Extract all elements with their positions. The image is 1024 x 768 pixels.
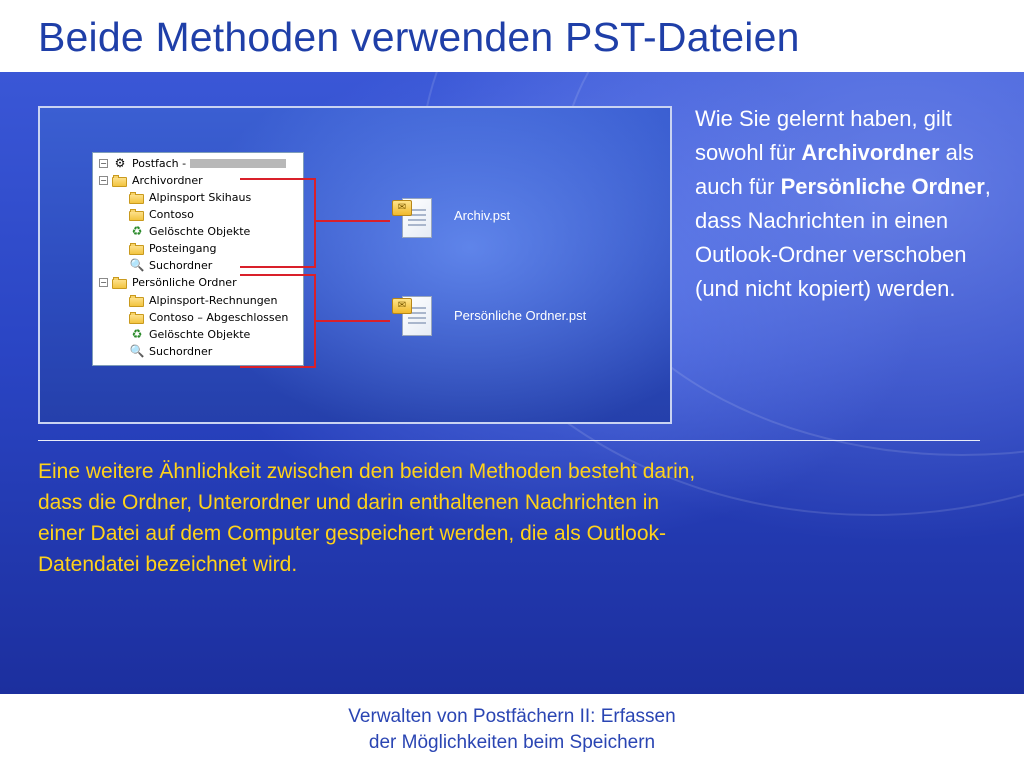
- tree-item-label: Postfach -: [132, 156, 187, 170]
- collapse-icon[interactable]: −: [100, 175, 107, 185]
- tree-item-archive-child[interactable]: [129, 240, 217, 256]
- tree-item-label: Persönliche Ordner: [132, 275, 237, 289]
- personal-pst-label: Persönliche Ordner.pst: [454, 308, 587, 323]
- folder-icon: [129, 191, 145, 204]
- similarity-note: Eine weitere Ähnlichkeit zwischen den beiden Methoden besteht darin, dass die Ordner, Unterordner und darin enthaltenen Nachrichten in einer Datei auf dem Computer gespeichert werden, die als Outlook-Datendatei bezeichnet wird.: [38, 460, 696, 576]
- footer-line: der Möglichkeiten beim Speichern: [368, 732, 656, 753]
- redacted-name: [190, 159, 286, 168]
- connector-line: [240, 266, 316, 268]
- tree-item-personal[interactable]: [99, 274, 237, 290]
- tree-item-label: Gelöschte Objekte: [149, 224, 251, 238]
- archive-term: Archivordner: [801, 140, 940, 165]
- tree-item-label: Suchordner: [149, 344, 213, 358]
- collapse-icon[interactable]: −: [100, 158, 107, 168]
- search-folder-icon: 🔍: [129, 343, 145, 358]
- explanation-part: als auch für: [695, 140, 974, 199]
- personal-folder-icon: [112, 276, 128, 289]
- collapse-icon[interactable]: −: [100, 277, 107, 287]
- folder-tree-pane: [92, 152, 304, 366]
- tree-item-label: Posteingang: [149, 241, 217, 255]
- tree-item-archive-child[interactable]: [129, 257, 212, 273]
- tree-item-label: Gelöschte Objekte: [149, 327, 251, 341]
- tree-item-label: Contoso – Abgeschlossen: [149, 310, 289, 324]
- tree-item-label: Alpinsport Skihaus: [149, 190, 252, 204]
- tree-item-personal-child[interactable]: [129, 309, 288, 325]
- mailbox-icon: ⚙: [114, 155, 126, 170]
- explanation-part: , dass Nachrichten in einen Outlook-Ordner verschoben (und nicht kopiert) werden.: [695, 174, 991, 301]
- slide-footer: [0, 704, 1024, 756]
- tree-item-label: Suchordner: [149, 258, 213, 272]
- connector-line: [240, 366, 316, 368]
- tree-item-personal-child[interactable]: [129, 326, 250, 342]
- connector-line: [314, 178, 316, 268]
- search-folder-icon: 🔍: [129, 257, 145, 272]
- tree-item-archive-child[interactable]: [129, 206, 194, 222]
- connector-line: [314, 320, 390, 322]
- tree-item-label: Archivordner: [132, 173, 203, 187]
- folder-icon: [129, 294, 145, 307]
- folder-icon: [129, 208, 145, 221]
- pst-file-icon: ✉: [392, 196, 436, 244]
- connector-line: [314, 220, 390, 222]
- tree-item-label: Alpinsport-Rechnungen: [149, 293, 278, 307]
- archive-pst-label: Archiv.pst: [454, 208, 511, 223]
- personal-folders-term: Persönliche Ordner: [780, 174, 985, 199]
- outlook-screenshot: [38, 106, 672, 424]
- tree-item-mailbox[interactable]: [99, 155, 286, 171]
- content-panel: [0, 72, 1024, 694]
- recycle-bin-icon: ♻: [131, 326, 143, 341]
- archive-folder-icon: [112, 174, 128, 187]
- explanation-text: [695, 102, 995, 306]
- pst-file-icon: ✉: [392, 294, 436, 342]
- recycle-bin-icon: ♻: [131, 223, 143, 238]
- tree-item-archive[interactable]: [99, 172, 203, 188]
- footer-line: Verwalten von Postfächern II: Erfassen: [348, 706, 676, 727]
- connector-line: [240, 274, 316, 276]
- connector-line: [240, 178, 316, 180]
- tree-item-label: Contoso: [149, 207, 194, 221]
- tree-item-archive-child[interactable]: [129, 189, 251, 205]
- tree-item-personal-child[interactable]: [129, 343, 212, 359]
- slide-title: Beide Methoden verwenden PST-Dateien: [38, 14, 800, 60]
- tree-item-personal-child[interactable]: [129, 292, 277, 308]
- divider-line: [38, 440, 980, 441]
- folder-icon: [129, 311, 145, 324]
- inbox-icon: [129, 242, 145, 255]
- explanation-part: Wie Sie gelernt haben, gilt sowohl für: [695, 106, 952, 165]
- tree-item-archive-child[interactable]: [129, 223, 250, 239]
